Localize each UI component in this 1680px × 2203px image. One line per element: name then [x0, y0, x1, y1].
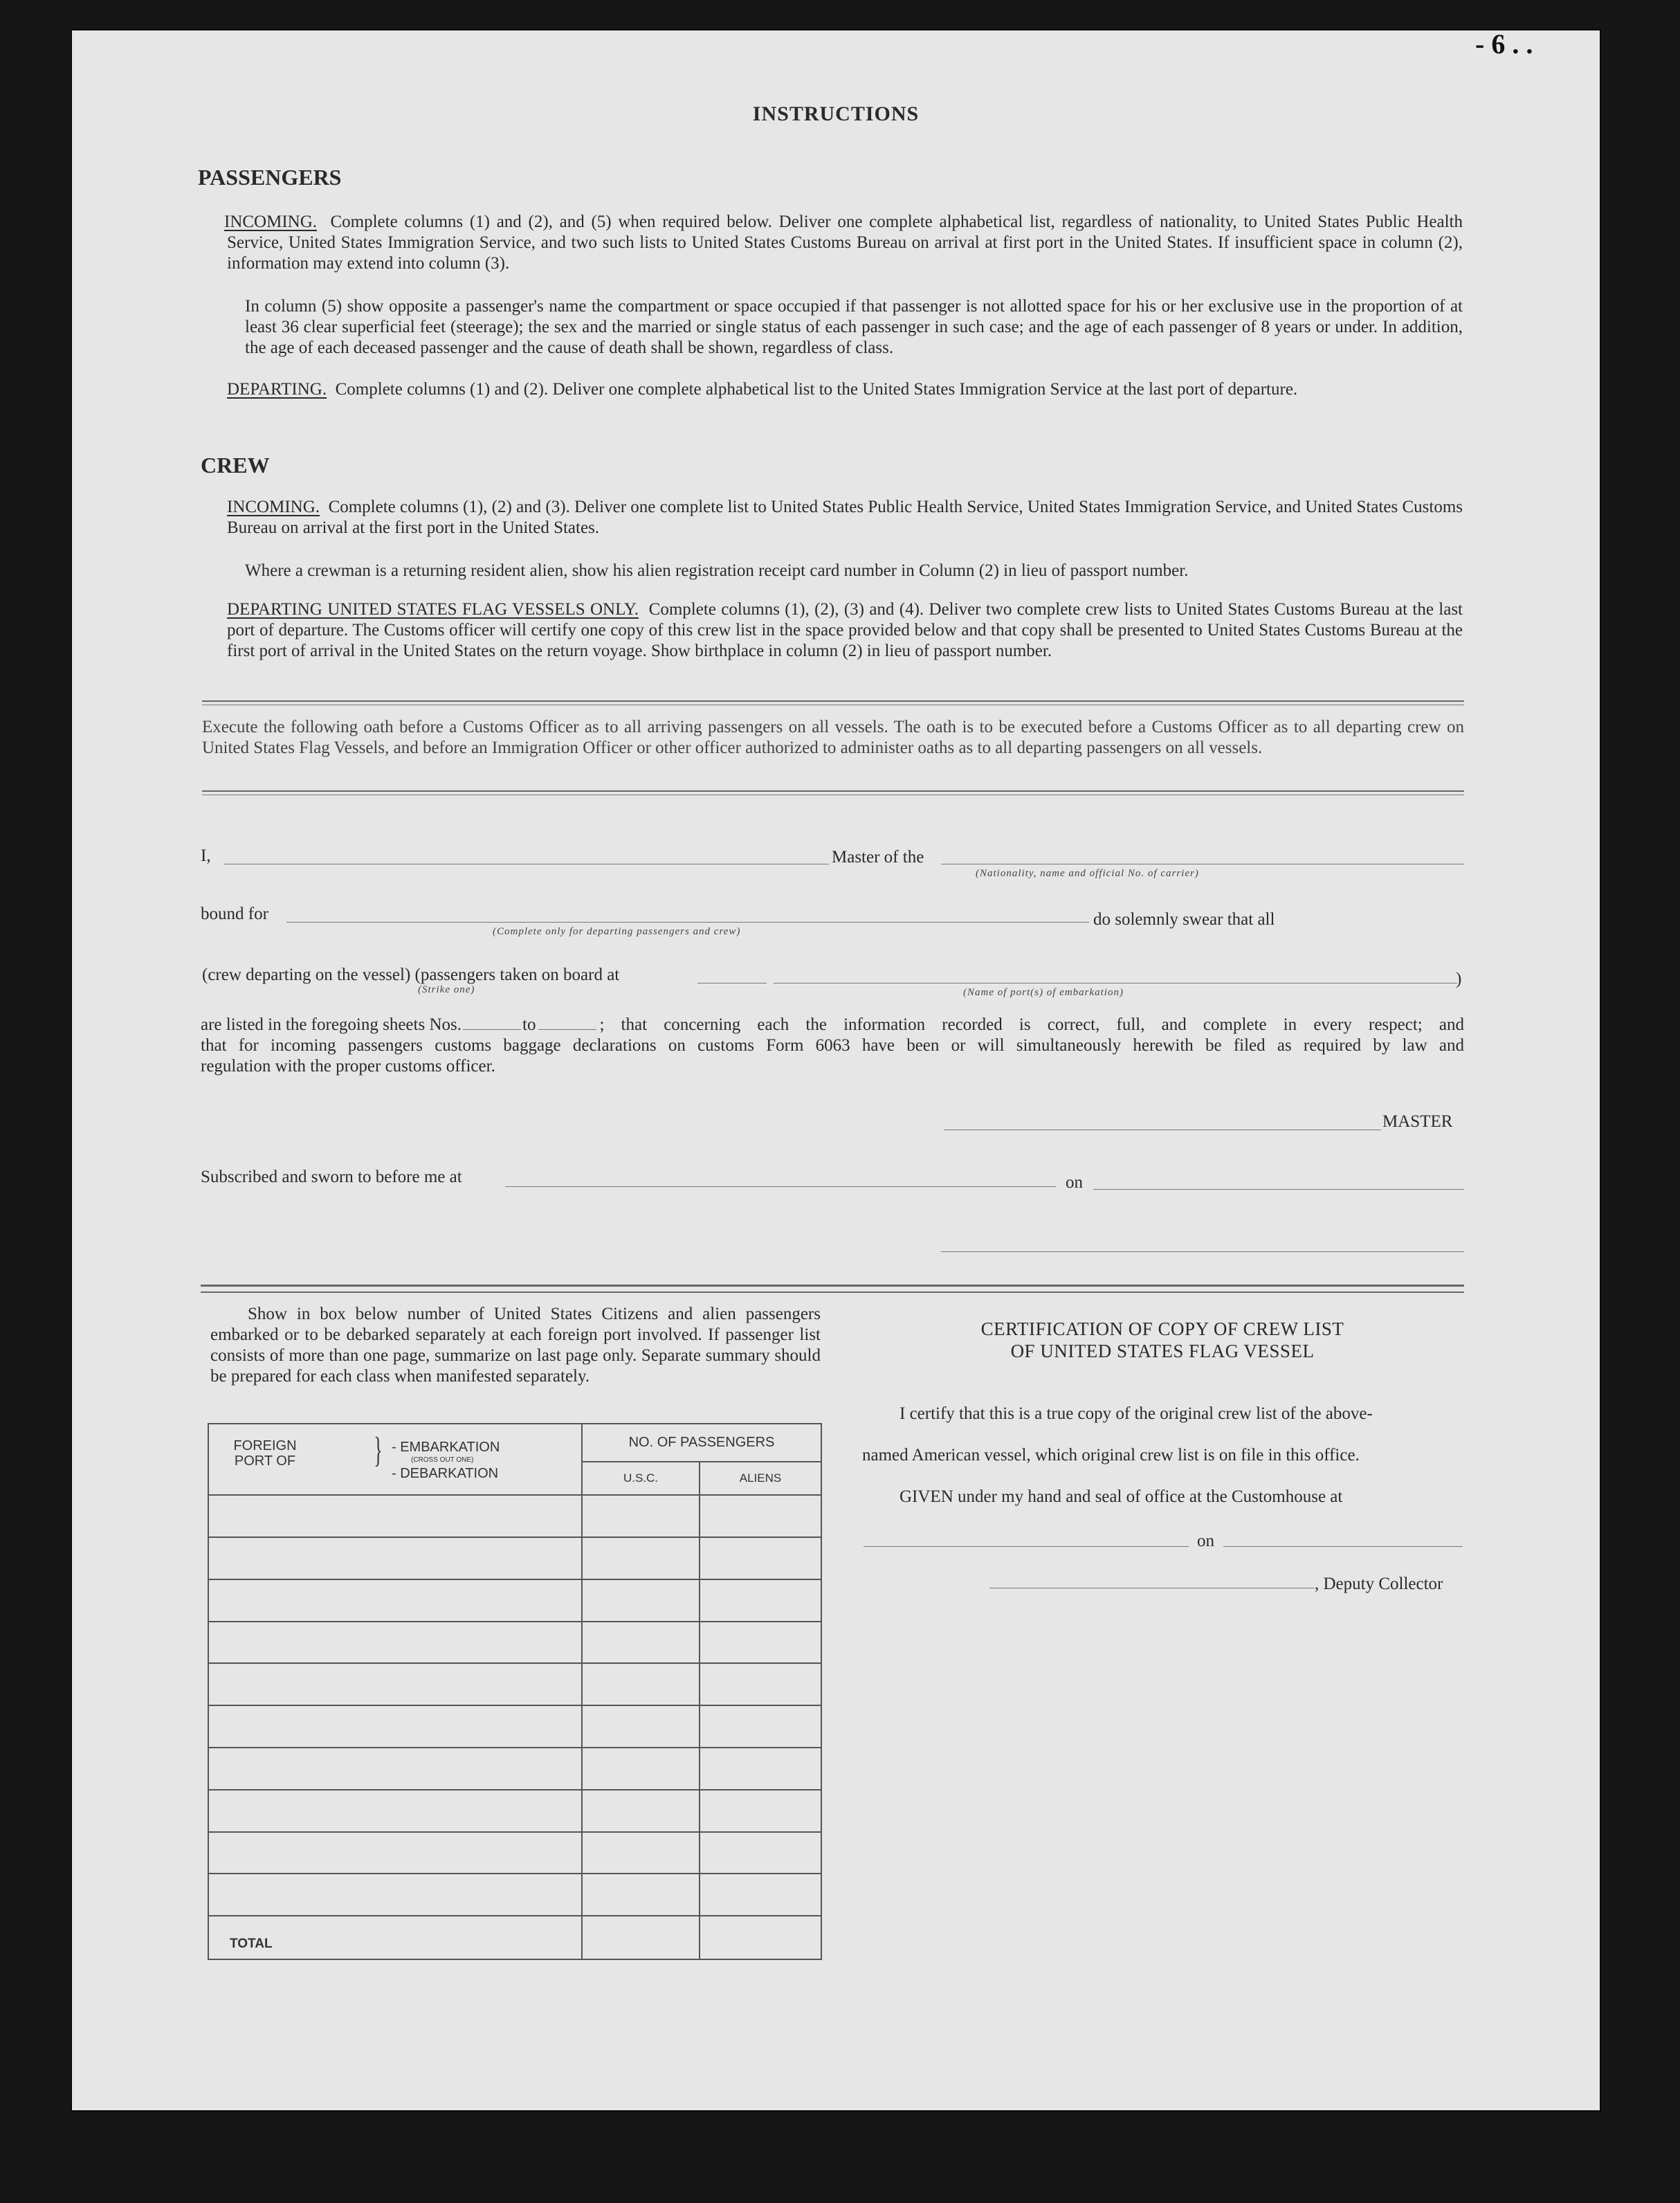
usc-cell[interactable]	[582, 1579, 700, 1622]
subscribed-place-line[interactable]	[505, 1186, 1056, 1187]
embarkation-label: - EMBARKATION	[392, 1440, 500, 1455]
port-cell[interactable]	[208, 1705, 582, 1748]
sheet-to-field[interactable]	[538, 1015, 596, 1030]
total-label: TOTAL	[208, 1916, 582, 1959]
passengers-incoming-label: INCOMING.	[224, 212, 318, 231]
divider-top-a	[202, 700, 1464, 702]
certification-title	[865, 1318, 1460, 1362]
usc-cell[interactable]	[582, 1537, 700, 1579]
listed-to: to	[522, 1015, 536, 1034]
port-cell[interactable]	[208, 1495, 582, 1537]
port-header-cell	[208, 1424, 582, 1495]
passengers-heading: PASSENGERS	[198, 165, 342, 190]
passengers-departing-label: DEPARTING.	[227, 380, 327, 399]
certify-on-label: on	[1197, 1532, 1214, 1550]
aliens-header: ALIENS	[700, 1462, 821, 1496]
officer-signature-line[interactable]	[941, 1251, 1464, 1252]
aliens-cell[interactable]	[700, 1537, 821, 1579]
usc-total-cell[interactable]	[582, 1916, 700, 1959]
aliens-cell[interactable]	[700, 1622, 821, 1664]
deputy-collector-label: , Deputy Collector	[1315, 1575, 1443, 1593]
crew-incoming-label: INCOMING.	[227, 498, 320, 516]
crew-departing-text: Complete columns (1), (2), (3) and (4). Deliver two complete crew lists to United States Customs Bureau at the last port of departure. The Customs officer will certify one copy of this crew list in the space provided below and that copy shall be presented to United States Customs Bureau at the first port of arrival in the United States on the return voyage. Show birthplace in column (2) in lieu of passport number.	[227, 600, 1463, 660]
brace-icon: }	[374, 1431, 383, 1470]
cross-out-one-label: (CROSS OUT ONE)	[411, 1456, 474, 1464]
close-paren: )	[1456, 970, 1462, 988]
port-cell[interactable]	[208, 1874, 582, 1916]
port-cell[interactable]	[208, 1579, 582, 1622]
passengers-departing-text: Complete columns (1) and (2). Deliver one complete alphabetical list to the United States Immigration Service at the last port of departure.	[335, 380, 1298, 399]
port-cell[interactable]	[208, 1622, 582, 1664]
bound-for-label: bound for	[201, 905, 268, 923]
aliens-cell[interactable]	[700, 1579, 821, 1622]
summary-instructions: Show in box below number of United States Citizens and alien passengers embarked or to be debarked separately at each foreign port involved. If passenger list consists of more than one page, summarize on last page only. Separate summary should be prepared for each class when manifested separately.	[210, 1305, 821, 1386]
master-of-label: Master of the	[832, 848, 924, 867]
usc-cell[interactable]	[582, 1495, 700, 1537]
port-cell[interactable]	[208, 1748, 582, 1790]
subscribed-label: Subscribed and sworn to before me at	[201, 1168, 462, 1186]
listed-text-4: regulation with the proper customs officer.	[201, 1057, 495, 1076]
usc-cell[interactable]	[582, 1832, 700, 1874]
certify-line-3: GIVEN under my hand and seal of office at the Customhouse at	[900, 1487, 1343, 1506]
usc-header: U.S.C.	[582, 1462, 700, 1496]
listed-text-1: are listed in the foregoing sheets Nos.	[201, 1015, 462, 1034]
aliens-cell[interactable]	[700, 1663, 821, 1705]
bound-for-caption: (Complete only for departing passengers and crew)	[493, 926, 741, 937]
usc-cell[interactable]	[582, 1622, 700, 1664]
passenger-summary-table	[208, 1423, 822, 1960]
bound-for-line[interactable]	[286, 922, 1089, 923]
crew-passengers-text: (crew departing on the vessel) (passengers taken on board at	[202, 965, 620, 984]
debarkation-label: - DEBARKATION	[392, 1466, 499, 1481]
crew-heading: CREW	[201, 453, 270, 478]
divider-bottom-b	[201, 1291, 1464, 1293]
aliens-cell[interactable]	[700, 1874, 821, 1916]
aliens-cell[interactable]	[700, 1705, 821, 1748]
usc-cell[interactable]	[582, 1663, 700, 1705]
foreign-port-of-label: FOREIGN PORT OF	[233, 1438, 297, 1469]
crew-departing-label: DEPARTING UNITED STATES FLAG VESSELS ONLY.	[227, 600, 639, 619]
passengers-incoming-text: Complete columns (1) and (2), and (5) when required below. Deliver one complete alphabetical list, regardless of nationality, to United States Public Health Service, United States Immigration Service, and two such lists to United States Customs Bureau on arrival at first port in the United States. If insufficient space in column (2), information may extend into column (3).	[227, 212, 1463, 273]
carrier-caption: (Nationality, name and official No. of carrier)	[976, 868, 1199, 879]
customhouse-place-line[interactable]	[864, 1546, 1189, 1547]
port-cell[interactable]	[208, 1832, 582, 1874]
listed-text-2: ; that concerning each the information recorded is correct, full, and complete in every respect; and	[599, 1015, 1464, 1034]
usc-cell[interactable]	[582, 1790, 700, 1832]
oath-instruction: Execute the following oath before a Customs Officer as to all arriving passengers on all vessels. The oath is to be executed before a Customs Officer as to all departing crew on United States Flag Vessels, and before an Immigration Officer or other officer authorized to administer oaths as to all departing passengers on all vessels.	[202, 718, 1464, 757]
passengers-incoming-paragraph	[224, 212, 1463, 274]
aliens-cell[interactable]	[700, 1790, 821, 1832]
divider-bottom-a	[201, 1285, 1464, 1287]
passengers-count-header: NO. OF PASSENGERS	[582, 1424, 821, 1462]
port-cell[interactable]	[208, 1790, 582, 1832]
crew-incoming-paragraph	[227, 497, 1463, 538]
certify-line-2: named American vessel, which original crew list is on file in this office.	[862, 1446, 1360, 1465]
sheet-from-field[interactable]	[463, 1015, 521, 1030]
ports-caption: (Name of port(s) of embarkation)	[963, 987, 1124, 998]
certify-line-1: I certify that this is a true copy of the original crew list of the above-	[900, 1404, 1373, 1423]
crew-resident-paragraph: Where a crewman is a returning resident alien, show his alien registration receipt card number in Column (2) in lieu of passport number.	[245, 561, 1189, 580]
aliens-cell[interactable]	[700, 1495, 821, 1537]
passengers-column5-paragraph: In column (5) show opposite a passenger's name the compartment or space occupied if that passenger is not allotted space for his or her exclusive use in the proportion of at least 36 clear superficial feet (steerage); the sex and the married or single status of each passenger in such case; and the age of each passenger of 8 years or under. In addition, the age of each deceased passenger and the cause of death shall be shown, regardless of class.	[245, 297, 1463, 357]
subscribed-date-line[interactable]	[1093, 1189, 1464, 1190]
page-title: INSTRUCTIONS	[752, 102, 920, 125]
aliens-cell[interactable]	[700, 1748, 821, 1790]
master-label: MASTER	[1382, 1112, 1453, 1131]
port-cell[interactable]	[208, 1663, 582, 1705]
subscribed-on-label: on	[1066, 1173, 1083, 1192]
solemnly-swear-text: do solemnly swear that all	[1093, 910, 1275, 929]
aliens-cell[interactable]	[700, 1832, 821, 1874]
corner-marks: - 6 . .	[1475, 28, 1533, 60]
listed-paragraph	[201, 1015, 1464, 1077]
certify-date-line[interactable]	[1223, 1546, 1463, 1547]
certification-title-line-2: OF UNITED STATES FLAG VESSEL	[1010, 1341, 1315, 1361]
aliens-total-cell[interactable]	[700, 1916, 821, 1959]
certification-title-line-1: CERTIFICATION OF COPY OF CREW LIST	[980, 1318, 1344, 1339]
usc-cell[interactable]	[582, 1874, 700, 1916]
strike-one-caption: (Strike one)	[418, 984, 475, 995]
port-cell[interactable]	[208, 1537, 582, 1579]
usc-cell[interactable]	[582, 1748, 700, 1790]
divider-oath-a	[202, 790, 1464, 792]
passengers-departing-paragraph	[227, 379, 1463, 400]
crew-departing-paragraph	[227, 599, 1463, 662]
listed-text-3: that for incoming passengers customs baggage declarations on customs Form 6063 have been or will simultaneously herewith be filed as required by law and	[201, 1036, 1464, 1055]
oath-i-label: I,	[201, 846, 211, 865]
usc-cell[interactable]	[582, 1705, 700, 1748]
crew-incoming-text: Complete columns (1), (2) and (3). Deliver one complete list to United States Public Health Service, United States Immigration Service, and United States Customs Bureau on arrival at the first port in the United States.	[227, 498, 1463, 537]
